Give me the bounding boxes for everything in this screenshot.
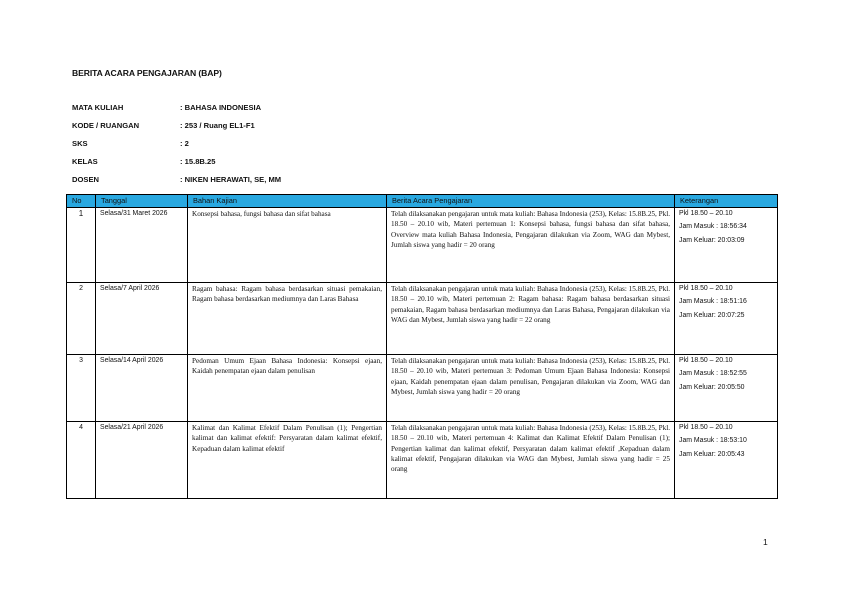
table-row [67,283,778,355]
row-berita-acara: Telah dilaksanakan pengajaran untuk mata kuliah: Bahasa Indonesia (253), Kelas: 15.8B.25, Pkl. 18.50 – 20.10 wib, Materi pertemuan 3: Pedoman Umum Ejaan Bahasa Indonesia: Konsepsi ejaan, Kaidah penempatan ejaan dalam penulisan, Pengajaran dilakukan via Zoom, WAG dan Mybest, Jumlah siswa yang hadir = 20 orang [387,355,675,422]
course-info [72,98,281,188]
meta-value: : 15.8B.25 [180,156,216,166]
row-keterangan [675,355,778,422]
ket-jam-keluar: Jam Keluar: 20:07:25 [679,311,745,319]
meta-label: KELAS [72,156,98,166]
row-bahan-kajian: Pedoman Umum Ejaan Bahasa Indonesia: Konsepsi ejaan, Kaidah penempatan ejaan dalam penulisan [188,355,387,422]
meta-sks [72,134,281,152]
row-no: 2 [67,283,96,355]
ket-jam-masuk: Jam Masuk : 18:53:10 [679,437,747,445]
row-tanggal: Selasa/31 Maret 2026 [96,208,188,283]
header-keterangan: Keterangan [675,195,778,208]
ket-pukul: Pkl 18.50 – 20.10 [679,210,733,218]
row-no: 4 [67,422,96,499]
meta-value: : NIKEN HERAWATI, SE, MM [180,174,282,184]
header-tanggal: Tanggal [96,195,188,208]
meta-mata-kuliah [72,98,281,116]
ket-pukul: Pkl 18.50 – 20.10 [679,285,733,293]
table-row [67,208,778,283]
row-keterangan [675,208,778,283]
meta-kode-ruangan [72,116,281,134]
ket-jam-keluar: Jam Keluar: 20:05:50 [679,383,745,391]
table-row [67,422,778,499]
bap-table [66,194,778,499]
row-keterangan [675,422,778,499]
document-title: BERITA ACARA PENGAJARAN (BAP) [72,68,222,78]
meta-label: KODE / RUANGAN [72,120,140,130]
meta-label: MATA KULIAH [72,102,124,112]
meta-label: SKS [72,138,88,148]
row-berita-acara: Telah dilaksanakan pengajaran untuk mata kuliah: Bahasa Indonesia (253), Kelas: 15.8B.25, Pkl. 18.50 – 20.10 wib, Materi pertemuan 2: Ragam bahasa: Ragam bahasa berdasarkan situasi pemakaian, Ragam bahasa berdasarkan mediumnya dan Laras Bahasa, Pengajaran dilakukan via WAG dan Mybest, Jumlah siswa yang hadir = 22 orang [387,283,675,355]
row-tanggal: Selasa/21 April 2026 [96,422,188,499]
ket-jam-masuk: Jam Masuk : 18:52:55 [679,370,747,378]
page-number: 1 [763,537,768,547]
ket-jam-keluar: Jam Keluar: 20:03:09 [679,236,745,244]
row-berita-acara: Telah dilaksanakan pengajaran untuk mata kuliah: Bahasa Indonesia (253), Kelas: 15.8B.25, Pkl. 18.50 – 20.10 wib, Materi pertemuan 4: Kalimat dan Kalimat Efektif Dalam Penulisan (1); Pengertian kalimat dan kalimat efektif, Persyaratan dalam kalimat efektif ,Kepaduan dalam kalimat efektif, Pengajaran dilakukan via WAG dan Mybest, Jumlah siswa yang hadir = 25 orang [387,422,675,499]
meta-kelas [72,152,281,170]
meta-value: : 2 [180,138,189,148]
row-bahan-kajian: Kalimat dan Kalimat Efektif Dalam Penulisan (1); Pengertian kalimat dan kalimat efektif: Persyaratan dalam kalimat efektif, Kepaduan dalam kalimat efektif [188,422,387,499]
ket-jam-masuk: Jam Masuk : 18:51:16 [679,298,747,306]
header-bahan-kajian: Bahan Kajian [188,195,387,208]
row-bahan-kajian: Konsepsi bahasa, fungsi bahasa dan sifat bahasa [188,208,387,283]
ket-pukul: Pkl 18.50 – 20.10 [679,357,733,365]
row-berita-acara: Telah dilaksanakan pengajaran untuk mata kuliah: Bahasa Indonesia (253), Kelas: 15.8B.25, Pkl. 18.50 – 20.10 wib, Materi pertemuan 1: Konsepsi bahasa, fungsi bahasa dan sifat bahasa, Overview mata kuliah Bahasa Indonesia, Pengajaran dilakukan via Zoom, WAG dan Mybest, Jumlah siswa yang hadir = 20 orang [387,208,675,283]
row-keterangan [675,283,778,355]
row-tanggal: Selasa/14 April 2026 [96,355,188,422]
meta-value: : BAHASA INDONESIA [180,102,262,112]
meta-label: DOSEN [72,174,100,184]
header-berita-acara: Berita Acara Pengajaran [387,195,675,208]
row-bahan-kajian: Ragam bahasa: Ragam bahasa berdasarkan situasi pemakaian, Ragam bahasa berdasarkan mediumnya dan Laras Bahasa [188,283,387,355]
ket-pukul: Pkl 18.50 – 20.10 [679,424,733,432]
meta-dosen [72,170,281,188]
row-no: 3 [67,355,96,422]
header-no: No [67,195,96,208]
ket-jam-masuk: Jam Masuk : 18:56:34 [679,223,747,231]
table-row [67,355,778,422]
ket-jam-keluar: Jam Keluar: 20:05:43 [679,450,745,458]
meta-value: : 253 / Ruang EL1-F1 [180,120,255,130]
row-tanggal: Selasa/7 April 2026 [96,283,188,355]
table-header-row [67,195,778,208]
row-no: 1 [67,208,96,283]
